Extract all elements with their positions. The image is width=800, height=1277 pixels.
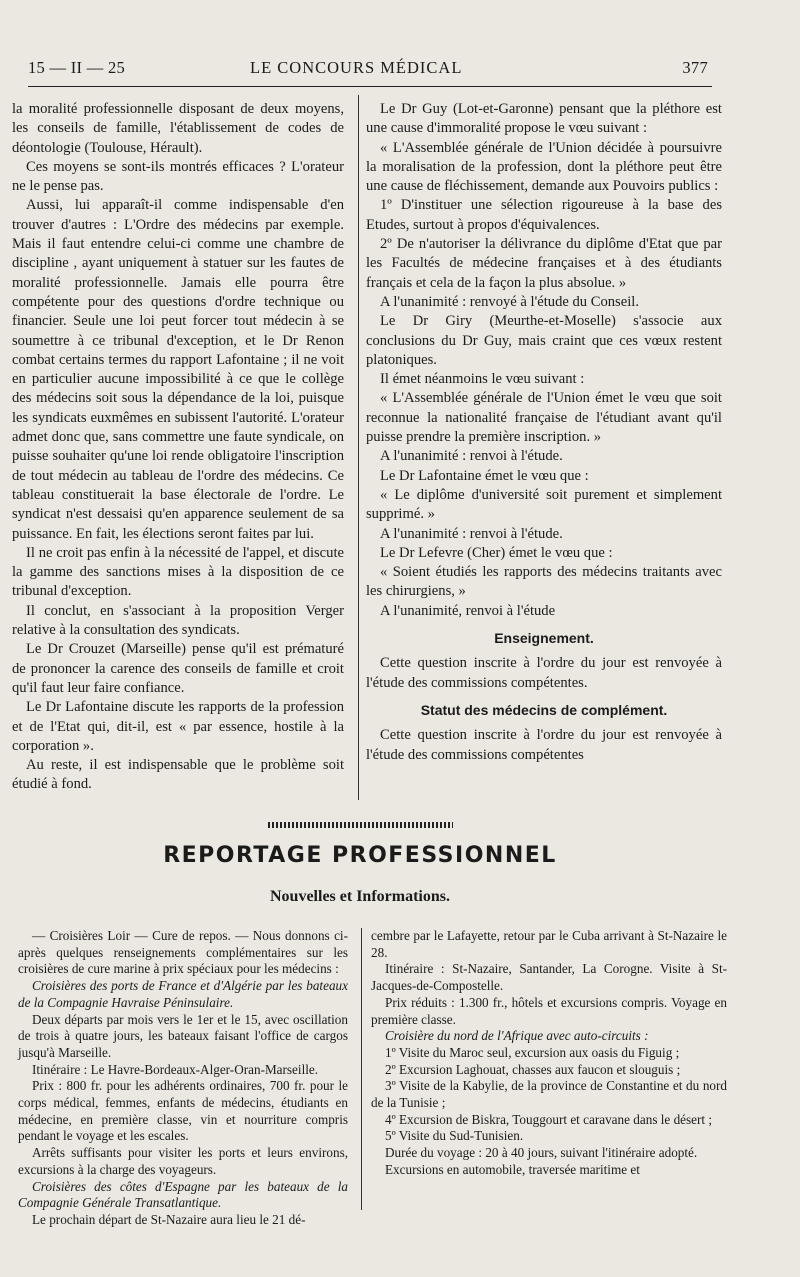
paragraph: Le Dr Crouzet (Marseille) pense qu'il est prématuré de prononcer la carence des conseils de famille et croit qu'il faut leur faire confiance. [12,641,344,696]
paragraph: Le prochain départ de St-Nazaire aura lieu le 21 dé- [32,1211,306,1227]
section-subtitle: Nouvelles et Informations. [270,888,450,905]
paragraph: Ces moyens se sont-ils montrés efficaces ? L'orateur ne le pense pas. [12,158,344,195]
paragraph: 5º Visite du Sud-Tunisien. [385,1128,524,1144]
bottom-left-column [18,928,348,1229]
paragraph: Le Dr Lafontaine émet le vœu que : [380,467,589,484]
paragraph: Durée du voyage : 20 à 40 jours, suivant l'itinéraire adopté. [385,1145,698,1161]
paragraph: Il ne croit pas enfin à la nécessité de l'appel, et discute la gamme des sanctions mises à la disposition de ce tribunal d'exception. [12,544,344,600]
paragraph: Le Dr Lafontaine discute les rapports de la profession et de l'Etat qui, dit-il, est « par essence, hostile à la corporation ». [12,699,344,754]
paragraph: Aussi, lui apparaît-il comme indispensable d'en trouver d'autres : L'Ordre des médecins par exemple. Mais il faut entendre celui-ci comme une chambre de discipline , ayant uniquement à statuer sur les fautes de moralité professionnelle. Jamais elle pourra être compétente pour des questions d'ordre technique ou financier. Seule une loi peut forcer tout médecin à se soumettre à ce tribunal d'exception, et le Dr Renon combat certains termes du rapport Lafontaine ; il ne voit en particulier aucune impossibilité à ce que le collège des médecins soit sous la dépendance de la loi, puisque les syndicats euxmêmes en subissent l'autorité. L'orateur admet donc que, sans commettre une faute syndicale, on puisse souhaiter qu'une loi rende obligatoire l'inscription de tout médecin au tableau de l'ordre des médecins. Ce tableau constituerait la base électorale de l'ordre. Le syndicat n'est dessaisi qu'en apparence seulement de sa puissance. En fait, les élections seront faites par lui. [12,197,344,542]
paragraph: Le Dr Guy (Lot-et-Garonne) pensant que la pléthore est une cause d'immoralité propose le vœu suivant : [366,101,722,137]
page-number: 377 [682,58,708,77]
paragraph: Prix : 800 fr. pour les adhérents ordinaires, 700 fr. pour le corps médical, femmes, enfants de médecins, étudiants en médecine, en première classe, vin et nourriture compris pendant le voyage et les escales. [18,1078,348,1144]
section-title: REPORTAGE PROFESSIONNEL [163,843,557,868]
paragraph: 4º Excursion de Biskra, Touggourt et caravane dans le désert ; [385,1111,713,1127]
paragraph: « L'Assemblée générale de l'Union décidée à poursuivre la moralisation de la profession, dont la pléthore peut être une cause de fléchissement, demande aux Pouvoirs publics : [366,139,722,195]
paragraph: Croisière du nord de l'Afrique avec auto-circuits : [385,1028,649,1044]
right-column [366,100,722,765]
paragraph: Le Dr Lefevre (Cher) émet le vœu que : [380,544,613,561]
bottom-right-column [371,928,727,1179]
paragraph: « L'Assemblée générale de l'Union émet le vœu que soit reconnue la nationalité française de l'étudiant avant qu'il puisse prendre la première inscription. » [366,390,722,446]
paragraph: A l'unanimité : renvoi à l'étude. [380,525,563,542]
paragraph: Croisières des ports de France et d'Algérie par les bateaux de la Compagnie Havraise Péninsulaire. [18,978,348,1010]
left-column [12,100,344,795]
header-rule [28,86,712,87]
column-divider [361,928,362,1210]
paragraph: 3º Visite de la Kabylie, de la province de Constantine et du nord de la Tunisie ; [371,1078,727,1111]
paragraph: cembre par le Lafayette, retour par le Cuba arrivant à St-Nazaire le 28. [371,928,727,960]
column-divider [358,95,359,800]
paragraph: « Le diplôme d'université soit purement et simplement supprimé. » [366,486,722,523]
paragraph: 1º D'instituer une sélection rigoureuse à la base des Etudes, surtout à propos d'équivalences. [366,197,722,233]
paragraph: — Croisières Loir — Cure de repos. — Nous donnons ci-après quelques renseignements complémentaires sur les croisières de cure marine à prix spéciaux pour les médecins : [18,928,348,977]
section-heading: Enseignement. [494,630,594,647]
paragraph: Cette question inscrite à l'ordre du jour est renvoyée à l'étude des commissions compétentes [366,727,722,763]
paragraph: A l'unanimité : renvoi à l'étude. [380,448,563,465]
paragraph: Prix réduits : 1.300 fr., hôtels et excursions compris. Voyage en première classe. [371,994,727,1027]
journal-title: LE CONCOURS MÉDICAL [250,58,463,77]
paragraph: A l'unanimité, renvoi à l'étude [380,602,556,619]
paragraph: 2º De n'autoriser la délivrance du diplôme d'Etat que par les Facultés de médecine françaises et à des étudiants français et cela de la façon la plus absolue. » [366,236,722,291]
paragraph: A l'unanimité : renvoyé à l'étude du Conseil. [380,293,639,310]
paragraph: Au reste, il est indispensable que le problème soit étudié à fond. [12,757,344,793]
paragraph: Deux départs par mois vers le 1er et le 15, avec oscillation de trois à quatre jours, les bateaux faisant l'office de cargos jusqu'à Marseille. [18,1011,348,1060]
page-header [28,58,708,84]
paragraph: 1º Visite du Maroc seul, excursion aux oasis du Figuig ; [385,1044,680,1060]
paragraph: Itinéraire : Le Havre-Bordeaux-Alger-Oran-Marseille. [32,1061,319,1077]
issue-number: 15 — II — 25 [28,58,126,77]
paragraph: « Soient étudiés les rapports des médecins traitants avec les chirurgiens, » [366,564,722,600]
paragraph: 2º Excursion Laghouat, chasses aux faucon et slouguis ; [385,1061,681,1077]
paragraph: Croisières des côtes d'Espagne par les bateaux de la Compagnie Générale Transatlantique. [18,1178,348,1211]
paragraph: Itinéraire : St-Nazaire, Santander, La Corogne. Visite à St-Jacques-de-Compostelle. [371,961,727,994]
paragraph: Il conclut, en s'associant à la proposition Verger relative à la consultation des syndicats. [12,602,344,639]
ornament-divider [268,822,453,828]
paragraph: Arrêts suffisants pour visiter les ports et leurs environs, excursions à la charge des voyageurs. [18,1145,348,1177]
section-heading: Statut des médecins de complément. [420,701,668,718]
paragraph: Le Dr Giry (Meurthe-et-Moselle) s'associe aux conclusions du Dr Guy, mais craint que ces vœux restent platoniques. [366,313,722,368]
paragraph: Cette question inscrite à l'ordre du jour est renvoyée à l'étude des commissions compétentes. [366,655,722,691]
paragraph: Il émet néanmoins le vœu suivant : [380,371,585,388]
paragraph: la moralité professionnelle disposant de deux moyens, les conseils de famille, l'établissement de codes de déontologie (Toulouse, Hérault). [12,101,344,156]
paragraph: Excursions en automobile, traversée maritime et [385,1161,640,1177]
